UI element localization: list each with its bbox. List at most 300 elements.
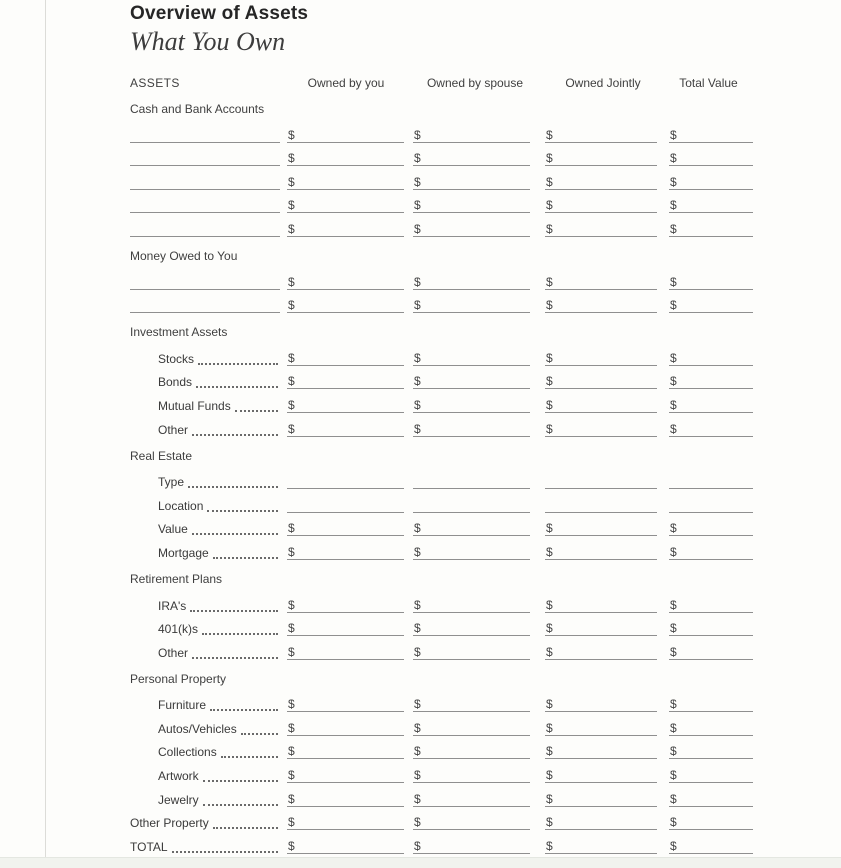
amount-field-total-value[interactable]: [669, 175, 753, 190]
dollar-sign: $: [546, 621, 553, 636]
text-field-owned-jointly[interactable]: [545, 474, 657, 489]
dollar-sign: $: [288, 374, 295, 389]
dollar-sign: $: [414, 221, 421, 236]
dotted-leader: [192, 657, 278, 659]
amount-field-owned-by-spouse[interactable]: [413, 545, 530, 560]
asset-name-field[interactable]: [130, 128, 280, 143]
amount-field-total-value[interactable]: [669, 645, 753, 660]
value-cell-total-value: [669, 213, 756, 237]
amount-field-owned-by-you[interactable]: [287, 398, 404, 413]
dollar-sign: $: [288, 720, 295, 735]
amount-field-owned-by-you[interactable]: [287, 598, 404, 613]
amount-field-owned-jointly[interactable]: [545, 839, 657, 854]
value-cell-total-value: [669, 589, 756, 613]
amount-field-owned-jointly[interactable]: [545, 697, 657, 712]
row-label-stocks: Stocks: [158, 351, 195, 366]
dollar-sign: $: [546, 697, 553, 712]
dollar-sign: $: [546, 644, 553, 659]
value-cell-total-value: [669, 413, 756, 437]
dollar-sign: $: [414, 198, 421, 213]
amount-field-owned-by-you[interactable]: [287, 697, 404, 712]
amount-field-owned-by-you[interactable]: [287, 768, 404, 783]
dollar-sign: $: [288, 397, 295, 412]
amount-field-owned-by-you[interactable]: [287, 222, 404, 237]
row-label-401-k-s: 401(k)s: [158, 622, 199, 637]
amount-field-owned-jointly[interactable]: [545, 351, 657, 366]
dollar-sign: $: [288, 127, 295, 142]
value-cell-owned-jointly: [545, 759, 669, 783]
amount-field-owned-by-spouse[interactable]: [413, 598, 530, 613]
text-field-total-value[interactable]: [669, 498, 753, 513]
value-cell-total-value: [669, 466, 756, 490]
value-cell-owned-by-you: [287, 389, 413, 413]
dollar-sign: $: [546, 421, 553, 436]
value-cell-total-value: [669, 143, 756, 167]
value-cell-owned-by-spouse: [413, 466, 545, 490]
table-row: [130, 807, 756, 831]
amount-field-owned-by-spouse[interactable]: [413, 298, 530, 313]
dollar-sign: $: [546, 791, 553, 806]
amount-field-owned-by-spouse[interactable]: [413, 621, 530, 636]
value-cell-owned-by-you: [287, 589, 413, 613]
amount-field-total-value[interactable]: [669, 298, 753, 313]
dollar-sign: $: [670, 838, 677, 853]
value-cell-total-value: [669, 736, 756, 760]
dollar-sign: $: [288, 697, 295, 712]
amount-field-owned-by-you[interactable]: [287, 792, 404, 807]
amount-field-owned-by-you[interactable]: [287, 721, 404, 736]
dollar-sign: $: [414, 274, 421, 289]
amount-field-total-value[interactable]: [669, 351, 753, 366]
text-field-total-value[interactable]: [669, 474, 753, 489]
dollar-sign: $: [670, 644, 677, 659]
amount-field-owned-jointly[interactable]: [545, 792, 657, 807]
dollar-sign: $: [546, 198, 553, 213]
table-row: [130, 366, 756, 390]
value-cell-owned-by-spouse: [413, 589, 545, 613]
row-label-collections: Collections: [158, 745, 217, 760]
row-label-cell: [130, 366, 287, 390]
amount-field-owned-by-you[interactable]: [287, 744, 404, 759]
amount-field-total-value[interactable]: [669, 222, 753, 237]
row-label-type: Type: [158, 475, 185, 490]
column-header-owned-by-spouse: Owned by spouse: [426, 76, 524, 90]
dollar-sign: $: [670, 274, 677, 289]
asset-name-field[interactable]: [130, 298, 280, 313]
dollar-sign: $: [546, 597, 553, 612]
dollar-sign: $: [288, 791, 295, 806]
amount-field-owned-by-you[interactable]: [287, 275, 404, 290]
amount-field-total-value[interactable]: [669, 792, 753, 807]
amount-field-owned-jointly[interactable]: [545, 815, 657, 830]
value-cell-owned-by-you: [287, 119, 413, 143]
dollar-sign: $: [670, 768, 677, 783]
value-cell-owned-by-spouse: [413, 389, 545, 413]
value-cell-owned-by-you: [287, 413, 413, 437]
text-field-owned-jointly[interactable]: [545, 498, 657, 513]
amount-field-owned-jointly[interactable]: [545, 222, 657, 237]
dollar-sign: $: [414, 298, 421, 313]
page-edge-line: [45, 0, 46, 868]
amount-field-total-value[interactable]: [669, 839, 753, 854]
amount-field-total-value[interactable]: [669, 545, 753, 560]
value-cell-owned-by-you: [287, 536, 413, 560]
amount-field-owned-jointly[interactable]: [545, 398, 657, 413]
dollar-sign: $: [414, 127, 421, 142]
value-cell-owned-by-spouse: [413, 489, 545, 513]
dollar-sign: $: [670, 221, 677, 236]
dollar-sign: $: [670, 521, 677, 536]
section-title-money-owed-to-you: Money Owed to You: [130, 248, 238, 263]
value-cell-owned-by-spouse: [413, 513, 545, 537]
amount-field-owned-by-spouse[interactable]: [413, 222, 530, 237]
dollar-sign: $: [288, 815, 295, 830]
amount-field-owned-jointly[interactable]: [545, 175, 657, 190]
dollar-sign: $: [546, 744, 553, 759]
amount-field-owned-by-spouse[interactable]: [413, 645, 530, 660]
dollar-sign: $: [288, 644, 295, 659]
row-label-cell: [130, 290, 287, 314]
amount-field-owned-by-spouse[interactable]: [413, 398, 530, 413]
table-row: [130, 536, 756, 560]
value-cell-owned-by-spouse: [413, 366, 545, 390]
asset-name-field[interactable]: [130, 222, 280, 237]
amount-field-owned-by-you[interactable]: [287, 198, 404, 213]
table-row: [130, 119, 756, 143]
value-cell-owned-by-you: [287, 489, 413, 513]
value-cell-owned-by-spouse: [413, 689, 545, 713]
value-cell-owned-by-spouse: [413, 290, 545, 314]
value-cell-owned-by-spouse: [413, 613, 545, 637]
value-cell-owned-by-spouse: [413, 413, 545, 437]
table-row: [130, 759, 756, 783]
dollar-sign: $: [414, 151, 421, 166]
dotted-leader: [196, 386, 278, 388]
value-cell-owned-by-you: [287, 166, 413, 190]
worksheet-page: [130, 3, 756, 854]
amount-field-owned-jointly[interactable]: [545, 422, 657, 437]
row-label-cell: [130, 689, 287, 713]
row-label-furniture: Furniture: [158, 698, 207, 713]
value-cell-owned-jointly: [545, 589, 669, 613]
dotted-leader: [172, 851, 278, 853]
amount-field-owned-jointly[interactable]: [545, 744, 657, 759]
amount-field-owned-jointly[interactable]: [545, 374, 657, 389]
amount-field-owned-jointly[interactable]: [545, 151, 657, 166]
table-row: [130, 613, 756, 637]
table-row: [130, 783, 756, 807]
dollar-sign: $: [288, 421, 295, 436]
dotted-leader: [188, 486, 278, 488]
amount-field-owned-by-spouse[interactable]: [413, 351, 530, 366]
table-row: [130, 266, 756, 290]
text-field-owned-by-spouse[interactable]: [413, 498, 530, 513]
dollar-sign: $: [288, 544, 295, 559]
dollar-sign: $: [670, 544, 677, 559]
amount-field-owned-jointly[interactable]: [545, 621, 657, 636]
row-label-cell: [130, 589, 287, 613]
dollar-sign: $: [414, 644, 421, 659]
amount-field-owned-by-spouse[interactable]: [413, 175, 530, 190]
dollar-sign: $: [546, 221, 553, 236]
dollar-sign: $: [670, 198, 677, 213]
row-label-cell: [130, 613, 287, 637]
row-label-cell: [130, 143, 287, 167]
amount-field-owned-by-you[interactable]: [287, 815, 404, 830]
amount-field-owned-jointly[interactable]: [545, 275, 657, 290]
dollar-sign: $: [670, 298, 677, 313]
amount-field-owned-by-spouse[interactable]: [413, 151, 530, 166]
dollar-sign: $: [546, 374, 553, 389]
amount-field-total-value[interactable]: [669, 598, 753, 613]
amount-field-owned-by-spouse[interactable]: [413, 275, 530, 290]
asset-name-field[interactable]: [130, 275, 280, 290]
text-field-owned-by-you[interactable]: [287, 474, 404, 489]
amount-field-total-value[interactable]: [669, 374, 753, 389]
amount-field-owned-by-you[interactable]: [287, 621, 404, 636]
row-label-cell: [130, 536, 287, 560]
amount-field-owned-jointly[interactable]: [545, 598, 657, 613]
amount-field-owned-jointly[interactable]: [545, 128, 657, 143]
amount-field-owned-by-spouse[interactable]: [413, 792, 530, 807]
dollar-sign: $: [546, 768, 553, 783]
amount-field-total-value[interactable]: [669, 398, 753, 413]
value-cell-owned-jointly: [545, 712, 669, 736]
value-cell-owned-by-spouse: [413, 119, 545, 143]
dollar-sign: $: [288, 174, 295, 189]
table-row: [130, 342, 756, 366]
amount-field-owned-by-spouse[interactable]: [413, 374, 530, 389]
dollar-sign: $: [414, 174, 421, 189]
table-row: [130, 213, 756, 237]
amount-field-owned-by-you[interactable]: [287, 545, 404, 560]
dotted-leader: [235, 410, 278, 412]
amount-field-total-value[interactable]: [669, 744, 753, 759]
dotted-leader: [202, 633, 278, 635]
dollar-sign: $: [546, 151, 553, 166]
value-cell-total-value: [669, 119, 756, 143]
dotted-leader: [192, 533, 278, 535]
text-field-owned-by-you[interactable]: [287, 498, 404, 513]
dollar-sign: $: [546, 720, 553, 735]
amount-field-owned-by-you[interactable]: [287, 645, 404, 660]
row-label-artwork: Artwork: [158, 769, 199, 784]
value-cell-total-value: [669, 513, 756, 537]
amount-field-owned-jointly[interactable]: [545, 645, 657, 660]
amount-field-total-value[interactable]: [669, 128, 753, 143]
value-cell-owned-jointly: [545, 466, 669, 490]
row-label-jewelry: Jewelry: [158, 792, 199, 807]
amount-field-total-value[interactable]: [669, 768, 753, 783]
value-cell-owned-by-you: [287, 143, 413, 167]
section-title-personal-property: Personal Property: [130, 671, 227, 686]
table-row: [130, 143, 756, 167]
value-cell-owned-by-spouse: [413, 190, 545, 214]
value-cell-owned-by-spouse: [413, 143, 545, 167]
value-cell-owned-jointly: [545, 689, 669, 713]
value-cell-owned-by-you: [287, 190, 413, 214]
dollar-sign: $: [414, 768, 421, 783]
dollar-sign: $: [546, 127, 553, 142]
dollar-sign: $: [288, 298, 295, 313]
value-cell-owned-jointly: [545, 213, 669, 237]
dollar-sign: $: [670, 374, 677, 389]
row-label-cell: [130, 712, 287, 736]
amount-field-total-value[interactable]: [669, 815, 753, 830]
dollar-sign: $: [288, 744, 295, 759]
dollar-sign: $: [414, 744, 421, 759]
asset-name-field[interactable]: [130, 151, 280, 166]
amount-field-total-value[interactable]: [669, 275, 753, 290]
table-row: [130, 589, 756, 613]
table-row: [130, 736, 756, 760]
value-cell-total-value: [669, 342, 756, 366]
value-cell-owned-by-spouse: [413, 807, 545, 831]
text-field-owned-by-spouse[interactable]: [413, 474, 530, 489]
dollar-sign: $: [414, 521, 421, 536]
dollar-sign: $: [414, 838, 421, 853]
row-label-cell: [130, 807, 287, 831]
amount-field-owned-jointly[interactable]: [545, 198, 657, 213]
row-label-value: Value: [158, 522, 188, 537]
amount-field-owned-by-spouse[interactable]: [413, 521, 530, 536]
value-cell-total-value: [669, 759, 756, 783]
amount-field-owned-by-you[interactable]: [287, 839, 404, 854]
row-label-cell: [130, 190, 287, 214]
asset-name-field[interactable]: [130, 198, 280, 213]
row-label-cell: [130, 636, 287, 660]
table-row: [130, 166, 756, 190]
column-header-assets: ASSETS: [130, 76, 180, 90]
amount-field-total-value[interactable]: [669, 521, 753, 536]
amount-field-owned-jointly[interactable]: [545, 768, 657, 783]
amount-field-owned-jointly[interactable]: [545, 298, 657, 313]
section-title-retirement-plans: Retirement Plans: [130, 571, 223, 586]
amount-field-owned-jointly[interactable]: [545, 721, 657, 736]
amount-field-owned-jointly[interactable]: [545, 521, 657, 536]
value-cell-owned-jointly: [545, 389, 669, 413]
amount-field-owned-by-spouse[interactable]: [413, 744, 530, 759]
value-cell-owned-by-you: [287, 636, 413, 660]
value-cell-owned-by-you: [287, 807, 413, 831]
amount-field-owned-jointly[interactable]: [545, 545, 657, 560]
amount-field-total-value[interactable]: [669, 697, 753, 712]
value-cell-owned-by-you: [287, 712, 413, 736]
amount-field-total-value[interactable]: [669, 151, 753, 166]
value-cell-owned-jointly: [545, 119, 669, 143]
amount-field-owned-by-you[interactable]: [287, 521, 404, 536]
amount-field-total-value[interactable]: [669, 422, 753, 437]
value-cell-owned-by-spouse: [413, 166, 545, 190]
row-label-mortgage: Mortgage: [158, 545, 209, 560]
dollar-sign: $: [414, 397, 421, 412]
dollar-sign: $: [414, 720, 421, 735]
dollar-sign: $: [414, 421, 421, 436]
amount-field-owned-by-spouse[interactable]: [413, 768, 530, 783]
page-bottom-edge: [0, 857, 841, 868]
table-row: [130, 413, 756, 437]
value-cell-owned-jointly: [545, 536, 669, 560]
table-row: [130, 636, 756, 660]
value-cell-owned-by-you: [287, 266, 413, 290]
amount-field-owned-by-you[interactable]: [287, 374, 404, 389]
dollar-sign: $: [546, 521, 553, 536]
row-label-cell: [130, 736, 287, 760]
dollar-sign: $: [414, 544, 421, 559]
table-row: [130, 712, 756, 736]
value-cell-owned-jointly: [545, 830, 669, 854]
amount-field-owned-by-spouse[interactable]: [413, 815, 530, 830]
amount-field-owned-by-you[interactable]: [287, 175, 404, 190]
amount-field-owned-by-spouse[interactable]: [413, 721, 530, 736]
dotted-leader: [203, 780, 278, 782]
amount-field-owned-by-you[interactable]: [287, 128, 404, 143]
amount-field-total-value[interactable]: [669, 621, 753, 636]
value-cell-total-value: [669, 830, 756, 854]
section-title-real-estate: Real Estate: [130, 448, 193, 463]
amount-field-owned-by-you[interactable]: [287, 151, 404, 166]
amount-field-owned-by-spouse[interactable]: [413, 128, 530, 143]
amount-field-total-value[interactable]: [669, 198, 753, 213]
table-header-row: [130, 75, 756, 90]
value-cell-owned-jointly: [545, 266, 669, 290]
value-cell-total-value: [669, 807, 756, 831]
amount-field-owned-by-spouse[interactable]: [413, 198, 530, 213]
value-cell-total-value: [669, 613, 756, 637]
dotted-leader: [213, 827, 278, 829]
value-cell-owned-by-spouse: [413, 712, 545, 736]
row-label-cell: [130, 166, 287, 190]
value-cell-total-value: [669, 389, 756, 413]
row-label-cell: [130, 213, 287, 237]
dollar-sign: $: [288, 274, 295, 289]
value-cell-total-value: [669, 712, 756, 736]
table-row: [130, 489, 756, 513]
asset-name-field[interactable]: [130, 175, 280, 190]
row-label-cell: [130, 513, 287, 537]
value-cell-owned-by-you: [287, 783, 413, 807]
amount-field-owned-by-you[interactable]: [287, 422, 404, 437]
amount-field-total-value[interactable]: [669, 721, 753, 736]
dollar-sign: $: [414, 350, 421, 365]
value-cell-total-value: [669, 266, 756, 290]
amount-field-owned-by-you[interactable]: [287, 298, 404, 313]
value-cell-owned-by-you: [287, 689, 413, 713]
dollar-sign: $: [670, 127, 677, 142]
value-cell-total-value: [669, 190, 756, 214]
dotted-leader: [192, 434, 278, 436]
amount-field-owned-by-spouse[interactable]: [413, 839, 530, 854]
amount-field-owned-by-spouse[interactable]: [413, 422, 530, 437]
column-header-owned-jointly: Owned Jointly: [565, 76, 641, 90]
dotted-leader: [213, 557, 278, 559]
value-cell-owned-by-spouse: [413, 783, 545, 807]
table-row: [130, 830, 756, 854]
row-label-cell: [130, 830, 287, 854]
value-cell-owned-jointly: [545, 143, 669, 167]
row-label-cell: [130, 266, 287, 290]
value-cell-owned-by-spouse: [413, 759, 545, 783]
value-cell-owned-by-you: [287, 613, 413, 637]
value-cell-owned-by-you: [287, 736, 413, 760]
row-label-other-property: Other Property: [130, 816, 209, 831]
dollar-sign: $: [670, 720, 677, 735]
value-cell-owned-by-spouse: [413, 266, 545, 290]
value-cell-owned-by-you: [287, 342, 413, 366]
amount-field-owned-by-you[interactable]: [287, 351, 404, 366]
dotted-leader: [221, 756, 278, 758]
amount-field-owned-by-spouse[interactable]: [413, 697, 530, 712]
